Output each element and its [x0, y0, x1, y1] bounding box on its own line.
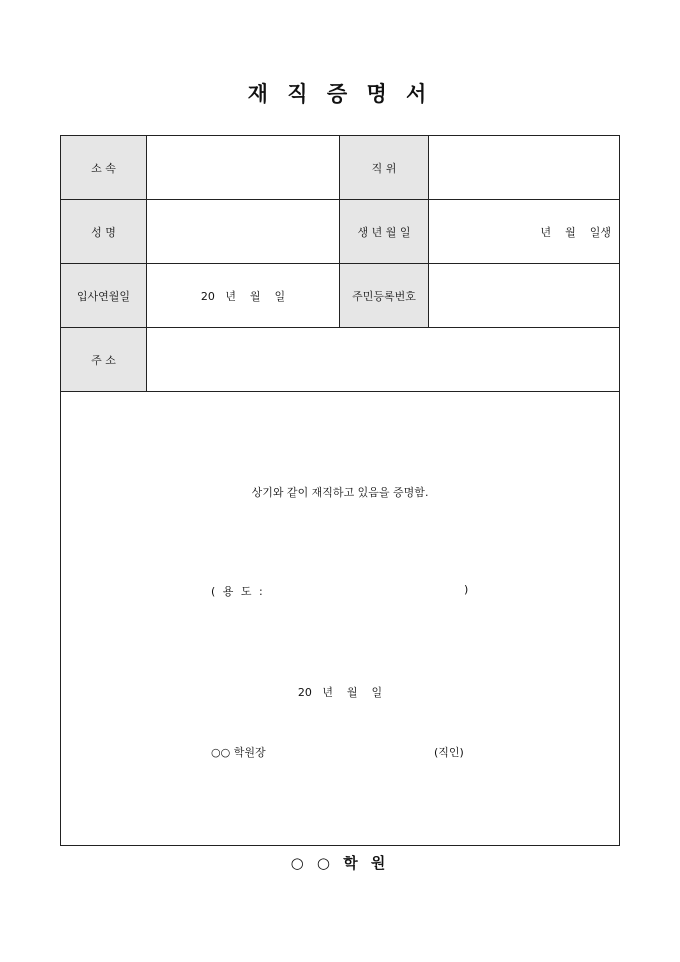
academy-name: ○ ○ 학 원: [290, 854, 390, 872]
label-birthdate: 생 년 월 일: [339, 200, 429, 263]
label-resident-number: 주민등록번호: [339, 264, 429, 327]
hire-date-field[interactable]: 20 년 월 일: [200, 289, 286, 303]
certification-statement: 상기와 같이 재직하고 있음을 증명함.: [251, 486, 429, 499]
issue-date: 20 년 월 일: [297, 686, 383, 699]
purpose-field[interactable]: [273, 580, 463, 596]
label-affiliation: 소 속: [61, 136, 147, 199]
resident-number-field[interactable]: [429, 264, 619, 327]
name-field[interactable]: [147, 200, 339, 263]
label-hire-date: 입사연월일: [61, 264, 147, 327]
row-name: [61, 200, 619, 264]
label-name: 성 명: [61, 200, 147, 263]
birthdate-field[interactable]: 년 월 일생: [540, 225, 611, 239]
purpose-label: ( 용 도 :: [211, 585, 265, 598]
row-address: [61, 328, 619, 392]
position-field[interactable]: [429, 136, 619, 199]
address-field[interactable]: [147, 328, 619, 391]
affiliation-field[interactable]: [147, 136, 339, 199]
row-affiliation: [61, 136, 619, 200]
row-hire-date: [61, 264, 619, 328]
official-seal-label: (직인): [434, 746, 464, 759]
certificate-form: [60, 135, 620, 846]
document-title: 재 직 증 명 서: [247, 81, 433, 106]
label-position: 직 위: [339, 136, 429, 199]
purpose-close: ): [464, 583, 469, 596]
label-address: 주 소: [61, 328, 147, 391]
signer-name: ○○ 학원장: [211, 746, 266, 759]
